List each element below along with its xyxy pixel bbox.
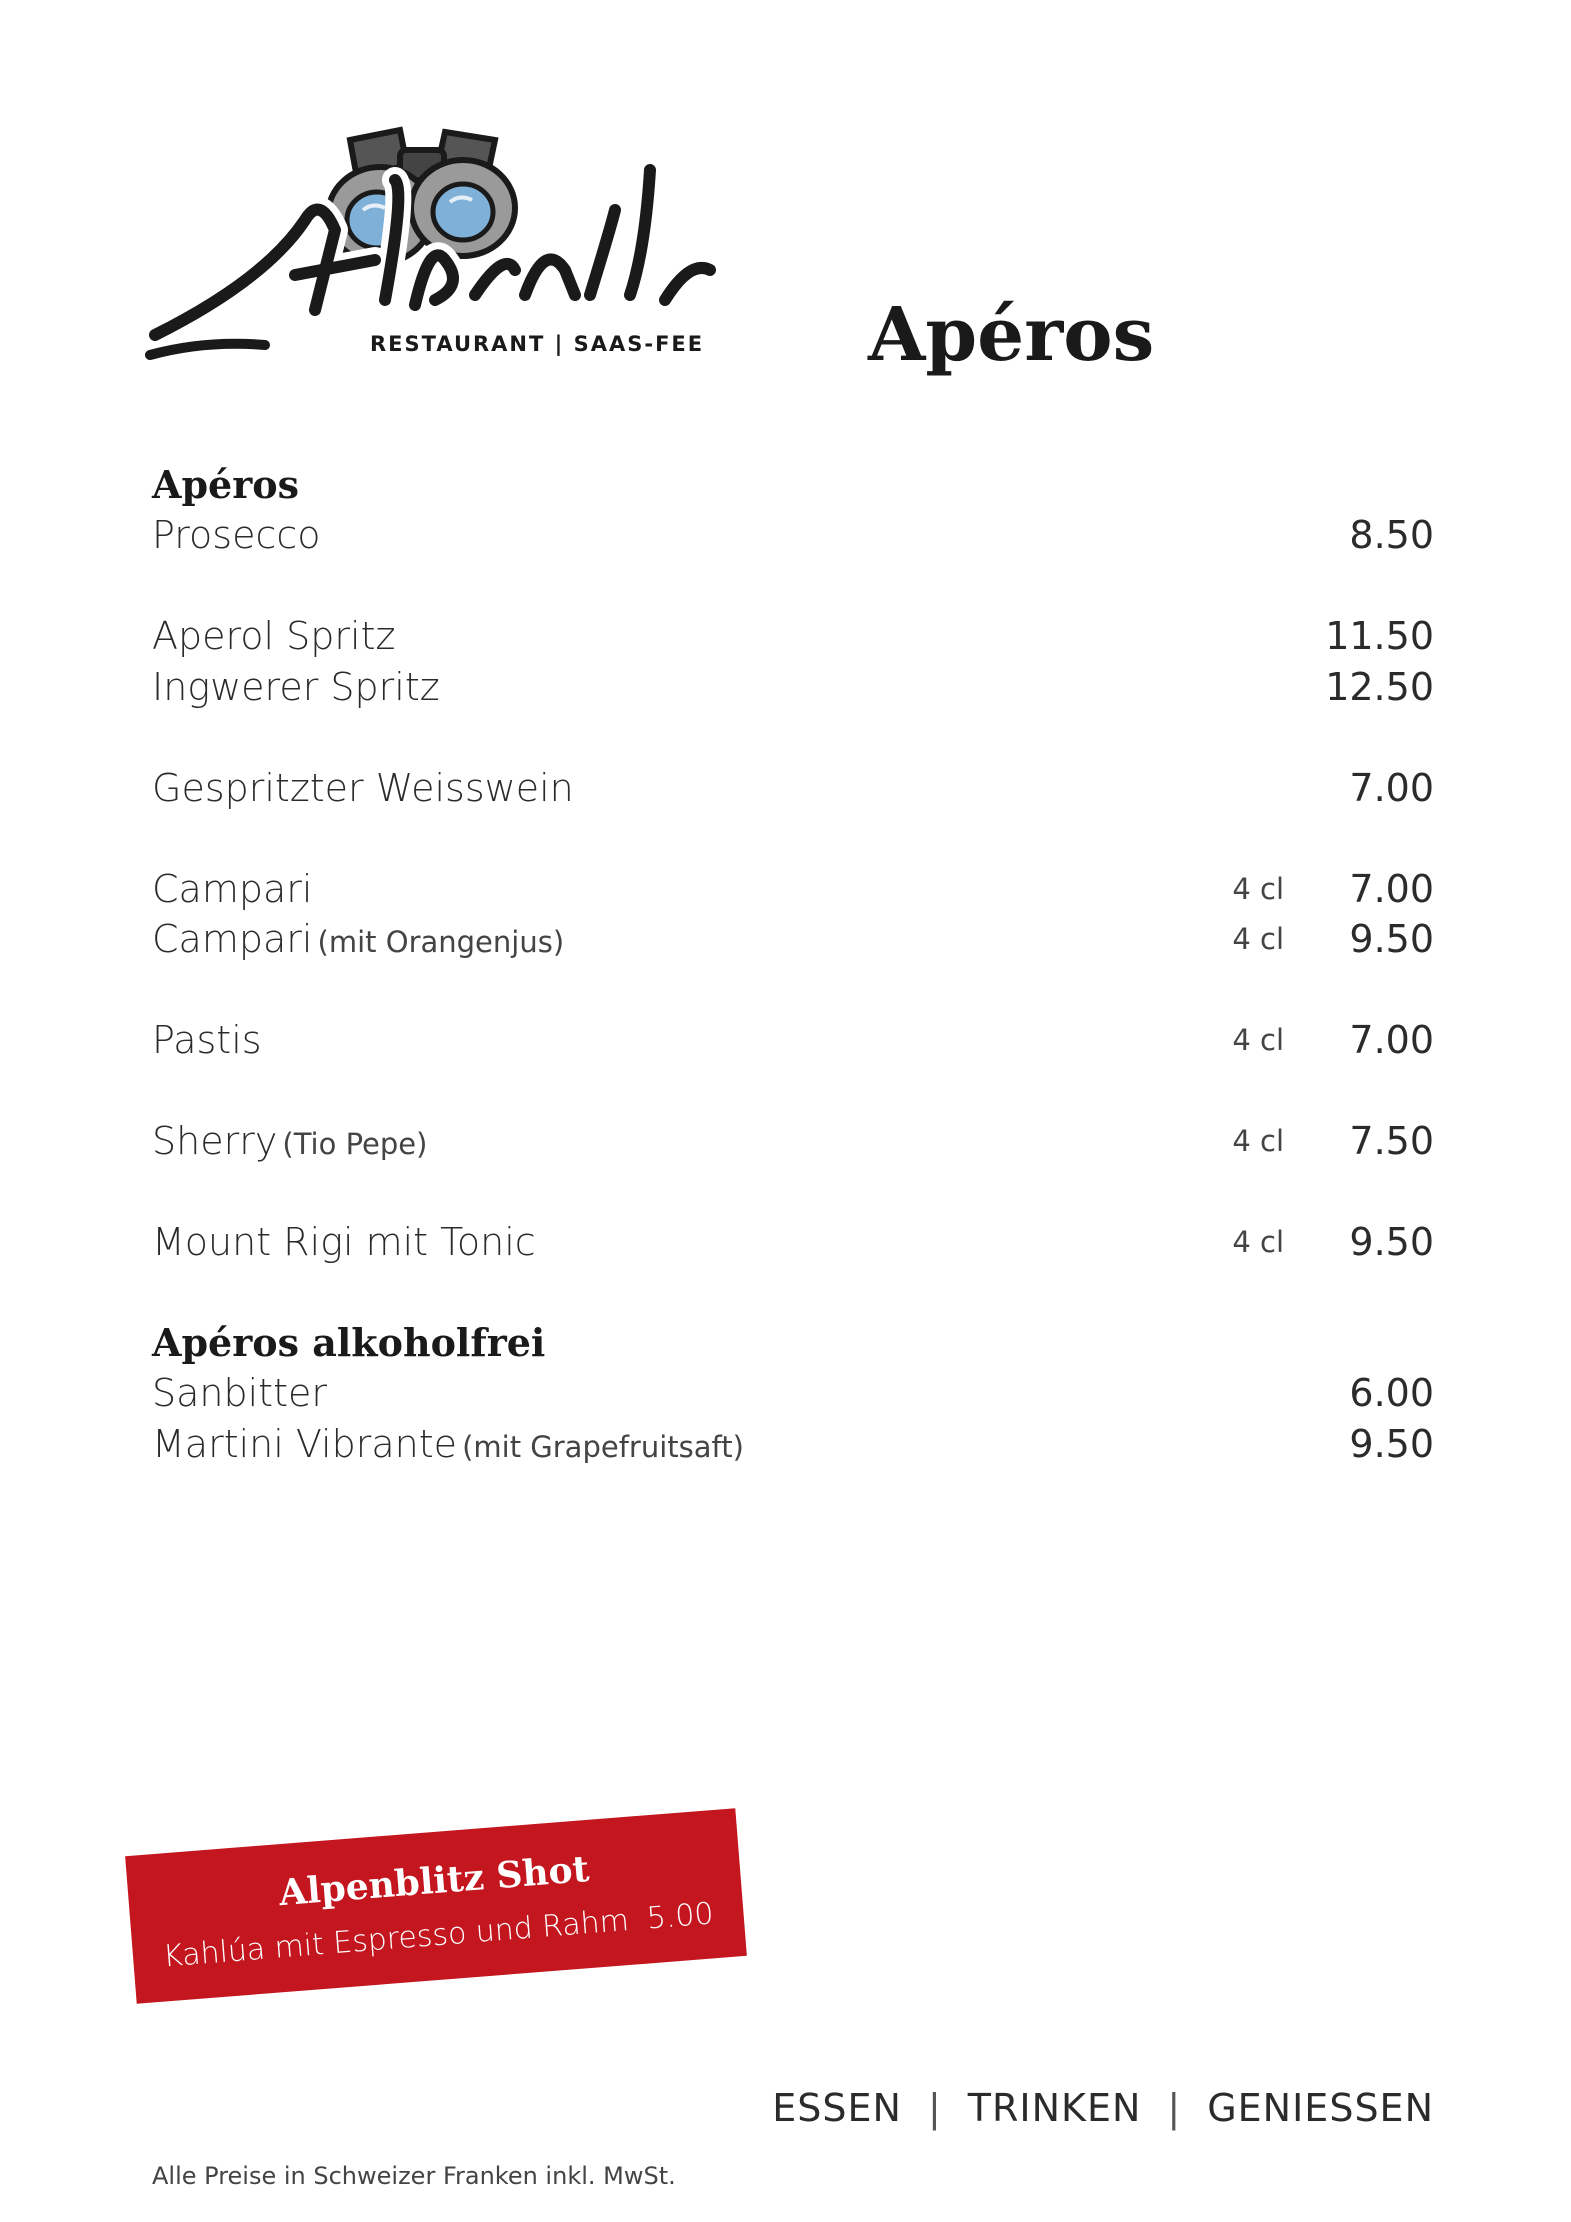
price-footnote: Alle Preise in Schweizer Franken inkl. MwSt. (152, 2162, 676, 2190)
item-price: 12.50 (1325, 664, 1434, 709)
item-price: 9.50 (1349, 1220, 1434, 1264)
item-price: 9.50 (1349, 1421, 1434, 1466)
item-name: Aperol Spritz (152, 614, 396, 658)
item-price: 7.00 (1349, 1018, 1434, 1062)
item-name: Campari (152, 866, 313, 911)
item-name: Mount Rigi mit Tonic (152, 1220, 536, 1264)
item-name: Ingwerer Spritz (152, 664, 440, 709)
promo-description: Kahlúa mit Espresso und Rahm (161, 1902, 631, 1975)
item-size: 4 cl (1232, 871, 1284, 906)
item-price: 7.00 (1349, 765, 1434, 810)
item-name: Campari (152, 917, 313, 961)
item-price: 8.50 (1349, 513, 1434, 557)
item-note: (Tio Pepe) (282, 1127, 428, 1161)
section-spacer (152, 1268, 1434, 1319)
menu-item (152, 1368, 1434, 1419)
item-price: 9.50 (1349, 917, 1434, 961)
item-name: Prosecco (152, 513, 321, 557)
menu-item (152, 1419, 1434, 1470)
logo-subtitle: RESTAURANT | SAAS-FEE (370, 332, 705, 356)
item-price: 7.00 (1349, 866, 1434, 911)
item-price: 6.00 (1349, 1371, 1434, 1415)
item-price: 11.50 (1325, 614, 1434, 658)
section-heading: Apéros alkoholfrei (152, 1320, 546, 1365)
menu-item (152, 510, 1434, 561)
drinks-menu (152, 460, 1434, 1469)
item-note: (mit Orangenjus) (317, 925, 565, 959)
menu-item (152, 1015, 1434, 1066)
page-title: Apéros (868, 292, 1155, 378)
menu-item (152, 611, 1434, 662)
restaurant-logo (145, 110, 725, 380)
tagline-separator: | (1167, 2086, 1182, 2130)
group-spacer (152, 1167, 1434, 1218)
group-spacer (152, 712, 1434, 763)
promo-price: 5.00 (645, 1896, 715, 1937)
menu-item (152, 1116, 1434, 1167)
promo-title: Alpenblitz Shot (277, 1847, 591, 1915)
menu-item (152, 864, 1434, 915)
item-price: 7.50 (1349, 1119, 1434, 1163)
item-size: 4 cl (1232, 922, 1284, 956)
menu-item (152, 914, 1434, 965)
tagline-geniessen: GENIESSEN (1207, 2086, 1434, 2130)
group-spacer (152, 965, 1434, 1016)
item-note: (mit Grapefruitsaft) (462, 1429, 744, 1464)
tagline-trinken: TRINKEN (967, 2086, 1142, 2130)
tagline-separator: | (927, 2086, 942, 2130)
section-heading: Apéros (152, 462, 299, 507)
group-spacer (152, 561, 1434, 612)
item-name: Martini Vibrante (152, 1421, 457, 1466)
item-name: Gespritzter Weisswein (152, 765, 574, 810)
item-name: Sanbitter (152, 1371, 327, 1415)
group-spacer (152, 1066, 1434, 1117)
item-size: 4 cl (1232, 1023, 1284, 1057)
tagline-essen: ESSEN (772, 2086, 902, 2130)
item-name: Sherry (152, 1119, 278, 1163)
menu-item (152, 1217, 1434, 1268)
menu-item (152, 763, 1434, 814)
group-spacer (152, 813, 1434, 864)
item-size: 4 cl (1232, 1225, 1284, 1259)
promo-banner (125, 1808, 747, 2004)
item-size: 4 cl (1232, 1124, 1284, 1158)
menu-item (152, 662, 1434, 713)
item-name: Pastis (152, 1018, 262, 1062)
tagline (772, 2086, 1434, 2130)
